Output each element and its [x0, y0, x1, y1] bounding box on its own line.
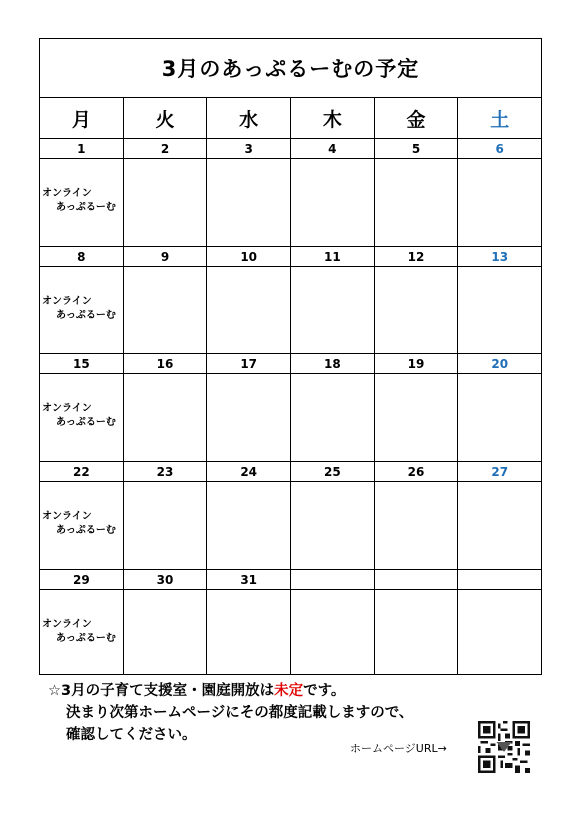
- weekday-tue: 火: [124, 98, 208, 138]
- date-number: 19: [375, 354, 459, 373]
- day-cell: [207, 267, 291, 353]
- day-cell: [124, 374, 208, 461]
- day-cell: [375, 482, 459, 569]
- day-cell: [40, 482, 124, 569]
- date-number: 5: [375, 139, 459, 158]
- week-row: [40, 462, 541, 570]
- day-cell: [207, 159, 291, 246]
- day-cell: [291, 482, 375, 569]
- day-cell: [375, 159, 459, 246]
- date-number: 15: [40, 354, 124, 373]
- notice-line3: 確認してください。: [66, 727, 197, 743]
- online-event-line2: あっぷるーむ: [56, 525, 116, 536]
- day-cell: [124, 590, 208, 674]
- day-cell: [291, 267, 375, 353]
- date-number: 11: [291, 247, 375, 266]
- date-number: [375, 570, 459, 589]
- online-event: [42, 295, 116, 323]
- week-row: [40, 570, 541, 674]
- date-number: 23: [124, 462, 208, 481]
- date-number: 20: [491, 356, 509, 371]
- date-number: 4: [291, 139, 375, 158]
- date-number: 25: [291, 462, 375, 481]
- day-cell: [124, 482, 208, 569]
- online-event-line2: あっぷるーむ: [56, 202, 116, 213]
- date-number: 22: [40, 462, 124, 481]
- day-cell: [40, 590, 124, 674]
- date-number: 2: [124, 139, 208, 158]
- week-row: [40, 139, 541, 247]
- weekday-wed: 水: [207, 98, 291, 138]
- online-event-line1: オンライン: [42, 188, 92, 199]
- date-number: 9: [124, 247, 208, 266]
- day-cell: [291, 590, 375, 674]
- online-event-line1: オンライン: [42, 296, 92, 307]
- notice-line2: 決まり次第ホームページにその都度記載しますので、: [66, 705, 414, 721]
- day-cell: [207, 482, 291, 569]
- date-number: 12: [375, 247, 459, 266]
- weekday-sat: 土: [490, 108, 510, 131]
- day-cell: [375, 267, 459, 353]
- weekday-mon: 月: [40, 98, 124, 138]
- online-event-line2: あっぷるーむ: [56, 417, 116, 428]
- day-cell: [458, 590, 541, 674]
- day-cell: [458, 482, 541, 569]
- online-event: [42, 618, 116, 646]
- date-number: 18: [291, 354, 375, 373]
- date-number: 31: [207, 570, 291, 589]
- online-event: [42, 187, 116, 215]
- date-number: 13: [491, 249, 509, 264]
- calendar-title: 3月のあっぷるーむの予定: [40, 39, 541, 98]
- online-event: [42, 510, 116, 538]
- day-cell: [207, 374, 291, 461]
- day-cell: [207, 590, 291, 674]
- online-event-line2: あっぷるーむ: [56, 310, 116, 321]
- notice-text: [48, 680, 413, 746]
- online-event-line1: オンライン: [42, 619, 92, 630]
- weekday-fri: 金: [375, 98, 459, 138]
- online-event-line1: オンライン: [42, 403, 92, 414]
- online-event-line2: あっぷるーむ: [56, 633, 116, 644]
- date-number: 26: [375, 462, 459, 481]
- date-number: 10: [207, 247, 291, 266]
- day-cell: [458, 374, 541, 461]
- date-number: 29: [40, 570, 124, 589]
- day-cell: [291, 159, 375, 246]
- date-number: 1: [40, 139, 124, 158]
- day-cell: [40, 159, 124, 246]
- notice-line1: ☆3月の子育て支援室・園庭開放は未定です。: [48, 683, 346, 699]
- calendar: [39, 38, 542, 675]
- online-event: [42, 402, 116, 430]
- date-number: 30: [124, 570, 208, 589]
- date-number: [291, 570, 375, 589]
- date-number: 17: [207, 354, 291, 373]
- weekday-header: [40, 98, 541, 139]
- online-event-line1: オンライン: [42, 511, 92, 522]
- day-cell: [375, 374, 459, 461]
- date-number: 27: [491, 464, 509, 479]
- day-cell: [291, 374, 375, 461]
- weekday-thu: 木: [291, 98, 375, 138]
- week-row: [40, 247, 541, 354]
- day-cell: [458, 159, 541, 246]
- date-number: 8: [40, 247, 124, 266]
- day-cell: [40, 374, 124, 461]
- date-number: 3: [207, 139, 291, 158]
- week-row: [40, 354, 541, 462]
- day-cell: [458, 267, 541, 353]
- day-cell: [40, 267, 124, 353]
- date-number: [458, 570, 541, 589]
- day-cell: [375, 590, 459, 674]
- date-number: 24: [207, 462, 291, 481]
- date-number: 16: [124, 354, 208, 373]
- homepage-url-label: ホームページURL→: [350, 742, 447, 755]
- qr-code-icon[interactable]: [478, 721, 530, 773]
- day-cell: [124, 267, 208, 353]
- date-number: 6: [495, 141, 504, 156]
- day-cell: [124, 159, 208, 246]
- undecided-highlight: 未定: [274, 683, 304, 699]
